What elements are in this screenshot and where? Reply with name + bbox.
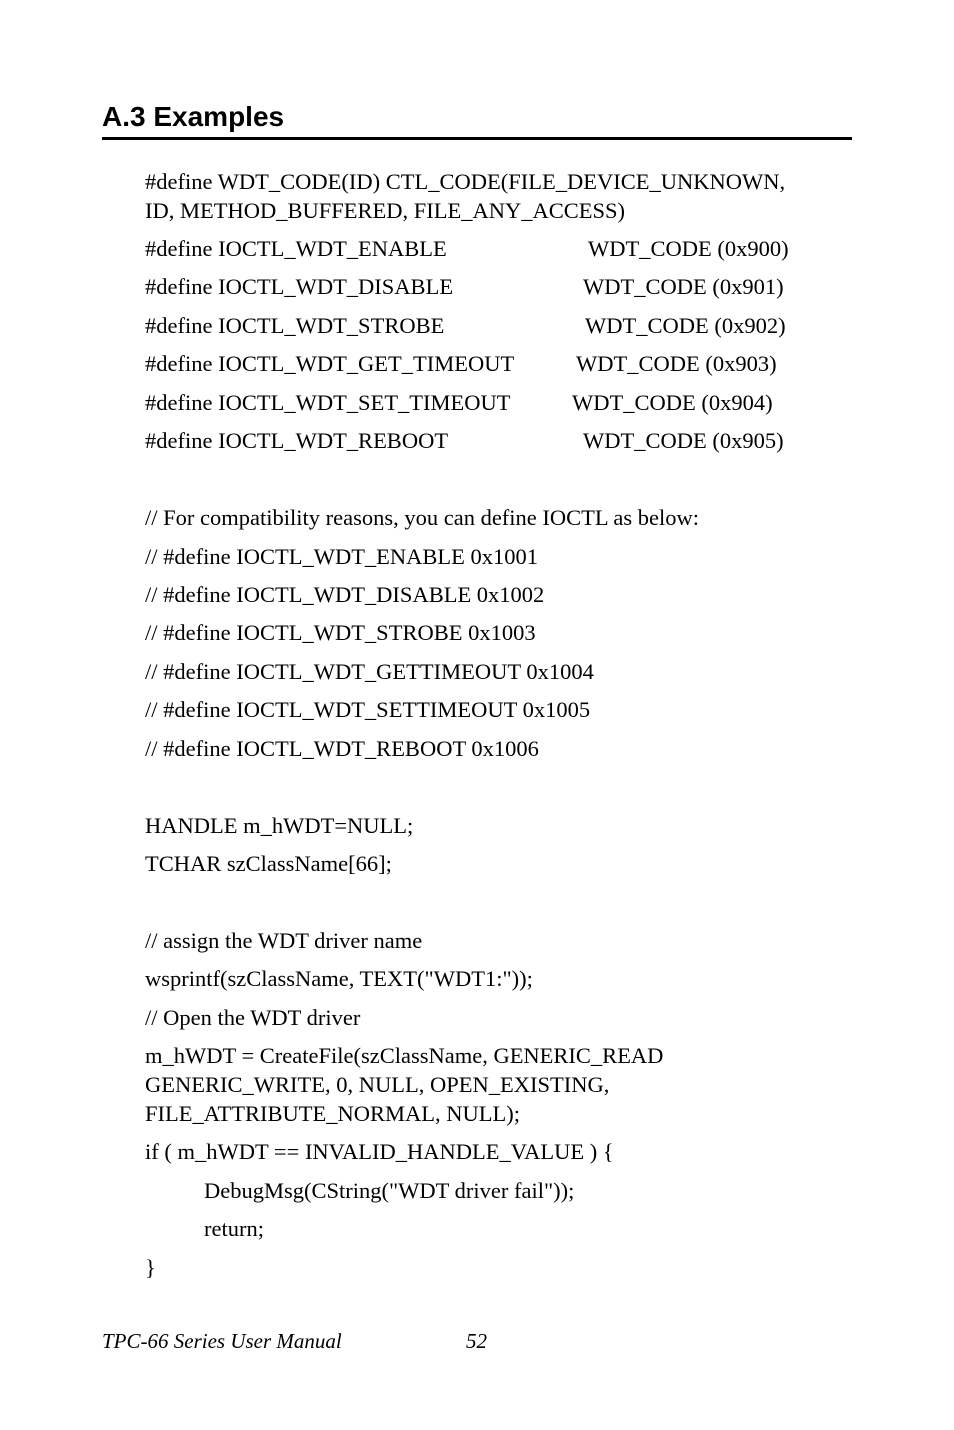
footer-page-number: 52 xyxy=(466,1329,487,1353)
define-value-reboot: WDT_CODE (0x905) xyxy=(583,428,784,453)
code-line-wsprintf: wsprintf(szClassName, TEXT("WDT1:")); xyxy=(145,966,533,991)
comment-define-reboot: // #define IOCTL_WDT_REBOOT 0x1006 xyxy=(145,736,539,761)
heading-rule xyxy=(102,137,852,140)
define-name-get-timeout: #define IOCTL_WDT_GET_TIMEOUT xyxy=(145,351,515,376)
code-line-wdt-code-define: #define WDT_CODE(ID) CTL_CODE(FILE_DEVICE_UNKNOWN, xyxy=(145,169,786,194)
define-name-strobe: #define IOCTL_WDT_STROBE xyxy=(145,313,445,338)
comment-assign-name: // assign the WDT driver name xyxy=(145,928,423,953)
code-line-wdt-code-define-cont: ID, METHOD_BUFFERED, FILE_ANY_ACCESS) xyxy=(145,198,626,223)
define-value-set-timeout: WDT_CODE (0x904) xyxy=(572,390,773,415)
comment-define-gettimeout: // #define IOCTL_WDT_GETTIMEOUT 0x1004 xyxy=(145,659,594,684)
code-line-createfile-cont2: FILE_ATTRIBUTE_NORMAL, NULL); xyxy=(145,1101,520,1126)
code-line-createfile-cont1: GENERIC_WRITE, 0, NULL, OPEN_EXISTING, xyxy=(145,1072,610,1097)
comment-define-disable: // #define IOCTL_WDT_DISABLE 0x1002 xyxy=(145,582,545,607)
comment-define-enable: // #define IOCTL_WDT_ENABLE 0x1001 xyxy=(145,544,539,569)
footer-manual-title: TPC-66 Series User Manual xyxy=(102,1329,342,1353)
comment-define-strobe: // #define IOCTL_WDT_STROBE 0x1003 xyxy=(145,620,536,645)
code-line-debugmsg: DebugMsg(CString("WDT driver fail")); xyxy=(204,1178,575,1203)
define-value-enable: WDT_CODE (0x900) xyxy=(588,236,789,261)
define-name-enable: #define IOCTL_WDT_ENABLE xyxy=(145,236,447,261)
define-name-disable: #define IOCTL_WDT_DISABLE xyxy=(145,274,454,299)
define-name-reboot: #define IOCTL_WDT_REBOOT xyxy=(145,428,449,453)
code-line-if-invalid: if ( m_hWDT == INVALID_HANDLE_VALUE ) { xyxy=(145,1139,614,1164)
code-line-return: return; xyxy=(204,1216,264,1241)
code-line-handle-decl: HANDLE m_hWDT=NULL; xyxy=(145,813,414,838)
define-value-disable: WDT_CODE (0x901) xyxy=(583,274,784,299)
comment-open-driver: // Open the WDT driver xyxy=(145,1005,361,1030)
define-name-set-timeout: #define IOCTL_WDT_SET_TIMEOUT xyxy=(145,390,511,415)
define-value-strobe: WDT_CODE (0x902) xyxy=(585,313,786,338)
define-value-get-timeout: WDT_CODE (0x903) xyxy=(576,351,777,376)
code-line-classname-decl: TCHAR szClassName[66]; xyxy=(145,851,392,876)
code-line-createfile: m_hWDT = CreateFile(szClassName, GENERIC_READ xyxy=(145,1043,664,1068)
comment-compatibility: // For compatibility reasons, you can define IOCTL as below: xyxy=(145,505,700,530)
comment-define-settimeout: // #define IOCTL_WDT_SETTIMEOUT 0x1005 xyxy=(145,697,591,722)
section-heading: A.3 Examples xyxy=(102,101,285,132)
code-line-closing-brace: } xyxy=(145,1255,156,1280)
